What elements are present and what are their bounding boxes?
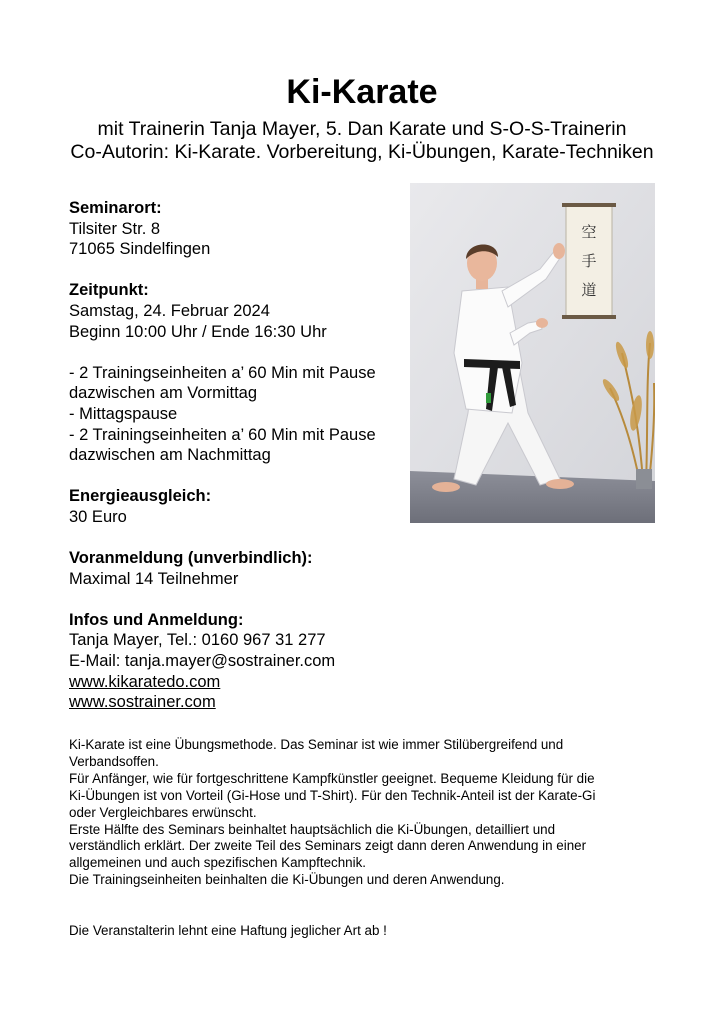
schedule-line: - 2 Trainingseinheiten a’ 60 Min mit Pause xyxy=(69,363,376,382)
schedule-line: - Mittagspause xyxy=(69,404,178,423)
notes-line: oder Vergleichbares erwünscht. xyxy=(69,804,257,820)
notes-line: Ki-Übungen ist von Vorteil (Gi-Hose und T-Shirt). Für den Technik-Anteil ist der Karate-Gi xyxy=(69,787,596,803)
location-heading: Seminarort: xyxy=(69,199,162,217)
time-heading: Zeitpunkt: xyxy=(69,281,149,300)
fee-value: 30 Euro xyxy=(69,507,127,526)
link-sostrainer[interactable]: www.sostrainer.com xyxy=(69,693,216,712)
notes-line: allgemeinen und auch spezifischen Kampftechnik. xyxy=(69,855,367,871)
registration-value: Maximal 14 Teilnehmer xyxy=(69,569,239,588)
fee-heading: Energieausgleich: xyxy=(69,487,212,506)
notes-line: verständlich erklärt. Der zweite Teil des Seminars zeigt dann deren Anwendung in einer xyxy=(69,838,587,854)
contact-phone: Tanja Mayer, Tel.: 0160 967 31 277 xyxy=(69,631,326,650)
event-date: Samstag, 24. Februar 2024 xyxy=(69,301,270,320)
link-kikaratedo[interactable]: www.kikaratedo.com xyxy=(69,672,221,691)
location-city: 71065 Sindelfingen xyxy=(69,240,211,259)
page-title: Ki-Karate xyxy=(286,73,438,111)
scroll-char-2: 手 xyxy=(581,253,597,270)
disclaimer: Die Veranstalterin lehnt eine Haftung jeglicher Art ab ! xyxy=(69,923,387,938)
notes-line: Ki-Karate ist eine Übungsmethode. Das Seminar ist wie immer Stilübergreifend und xyxy=(69,737,564,752)
schedule-line: - 2 Trainingseinheiten a’ 60 Min mit Pause xyxy=(69,425,376,444)
schedule-section xyxy=(69,363,399,466)
time-section xyxy=(69,280,399,342)
contact-section xyxy=(69,610,399,713)
contact-heading: Infos und Anmeldung: xyxy=(69,610,244,629)
location-street: Tilsiter Str. 8 xyxy=(69,219,161,238)
notes-line: Für Anfänger, wie für fortgeschrittene Kampfkünstler geeignet. Bequeme Kleidung für die xyxy=(69,770,595,786)
notes-line: Verbandsoffen. xyxy=(69,753,159,769)
scroll-char-1: 空 xyxy=(581,224,597,241)
notes-line: Die Trainingseinheiten beinhalten die Ki-Übungen und deren Anwendung. xyxy=(69,872,505,888)
subtitle-trainer: mit Trainerin Tanja Mayer, 5. Dan Karate und S-O-S-Trainerin xyxy=(97,118,627,140)
location-section xyxy=(69,198,399,260)
registration-section xyxy=(69,548,399,589)
notes-paragraph xyxy=(69,737,654,889)
info-column xyxy=(69,198,399,733)
contact-email: E-Mail: tanja.mayer@sostrainer.com xyxy=(69,652,336,671)
schedule-line: dazwischen am Vormittag xyxy=(69,384,258,403)
event-time: Beginn 10:00 Uhr / Ende 16:30 Uhr xyxy=(69,322,327,341)
notes-line: Erste Hälfte des Seminars beinhaltet hauptsächlich die Ki-Übungen, detailliert und xyxy=(69,821,556,837)
schedule-line: dazwischen am Nachmittag xyxy=(69,446,271,465)
registration-heading: Voranmeldung (unverbindlich): xyxy=(69,549,313,568)
scroll-char-3: 道 xyxy=(581,282,597,299)
subtitle-co-author: Co-Autorin: Ki-Karate. Vorbereitung, Ki-Übungen, Karate-Techniken xyxy=(70,141,654,163)
trainer-photo xyxy=(410,183,655,523)
fee-section xyxy=(69,486,399,527)
